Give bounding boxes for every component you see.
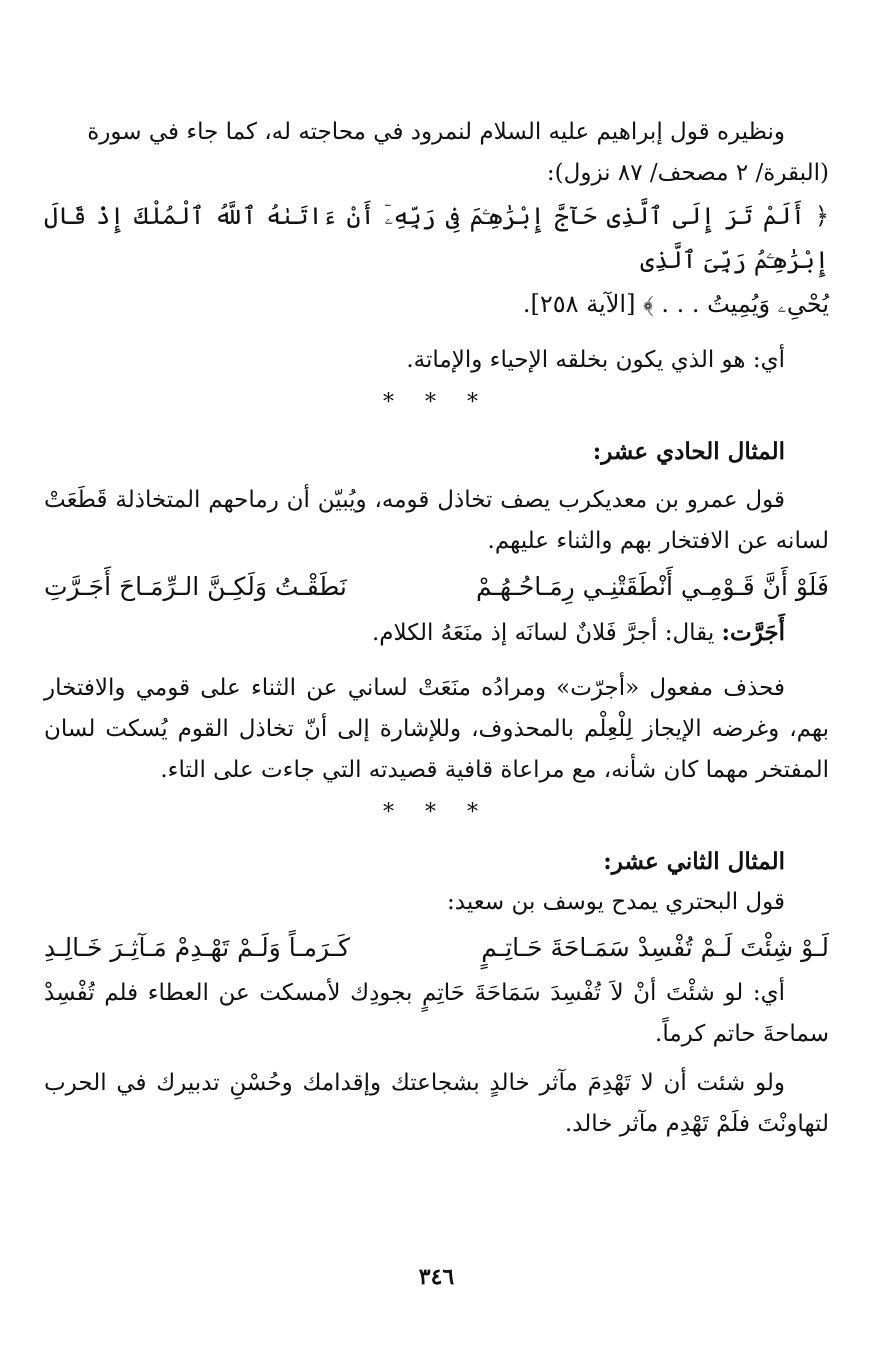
poem-verse-2 — [44, 925, 829, 971]
poem-verse-2-first-hemistich: لَـوْ شِئْتَ لَـمْ تُفْسِدْ سَمَـاحَةَ حَـاتِـمٍ — [481, 933, 829, 962]
explanation-paragraph: أي: هو الذي يكون بخلقه الإحياء والإماتة. — [406, 347, 785, 373]
poem-verse-1-first-hemistich: فَلَوْ أَنَّ قَـوْمِـي أَنْطَقَتْنِـي رِمَـاحُـهُـمْ — [476, 572, 829, 601]
intro-line-1: ونظيره قول إبراهيم عليه السلام لنمرود في محاجته له، كما جاء في سورة — [87, 119, 785, 145]
page-number: ٣٤٦ — [418, 1264, 455, 1290]
gloss-term: أَجَرَّت: — [721, 619, 785, 646]
section-separator: * * * — [383, 390, 490, 415]
poem-verse-1-second-hemistich: نَطَقْـتُ وَلَكِـنَّ الـرِّمَـاحَ أَجَـرَّتِ — [44, 572, 347, 601]
intro-paragraph — [44, 112, 829, 194]
intro-line-2: (البقرة/ ٢ مصحف/ ٨٧ نزول): — [546, 160, 829, 186]
example-12-intro: قول البحتري يمدح يوسف بن سعيد: — [447, 889, 785, 915]
poem-verse-2-second-hemistich: كَـرَمـاً وَلَـمْ تَهْـدِمْ مَـآثِـرَ خَـالِـدِ — [44, 933, 351, 962]
poem-verse-1 — [44, 564, 829, 610]
quran-verse-line-1: ﴿ أَلَمْ تَرَ إِلَى ٱلَّذِى حَآجَّ إِبْرَٰهِـۧمَ فِى رَبِّهِۦٓ أَنْ ءَاتَىٰهُ ٱللَّهُ ٱلْمُلْكَ إِذْ قَالَ إِبْرَٰهِـۧمُ رَبِّىَ ٱلَّذِى — [44, 202, 829, 274]
quran-verse — [44, 194, 829, 326]
gloss-paragraph — [44, 612, 829, 654]
example-12-heading: المثال الثاني عشر: — [603, 848, 785, 875]
analysis-paragraph-3: ولو شئت أن لا تَهْدِمَ مآثر خالدٍ بشجاعتك وإقدامك وحُسْنِ تدبيرك في الحرب لتهاونْتَ فلَمْ تَهْدِم مآثر خالد. — [44, 1070, 829, 1137]
analysis-paragraph-2: أي: لو شئْتَ أنْ لاَ تُفْسِدَ سَمَاحَةَ حَاتِمٍ بجودِك لأمسكت عن العطاء فلم تُفْسِدْ سماحةَ حاتم كرماً. — [44, 980, 829, 1047]
quran-verse-line-2: يُحْىِۦ وَيُمِيتُ . . . ﴾ [الآية ٢٥٨]. — [522, 290, 829, 318]
gloss-text: يقال: أجرَّ فَلانٌ لسانَه إذ منَعَهُ الكلام. — [371, 620, 715, 646]
section-separator-2: * * * — [383, 800, 490, 825]
example-11-heading: المثال الحادي عشر: — [592, 438, 785, 465]
analysis-paragraph-1: فحذف مفعول «أجرّت» ومرادُه منَعَتْ لساني عن الثناء على قومي والافتخار بهم، وغرضه الإيجاز لِلْعِلْم بالمحذوف، وللإشارة إلى أنّ تخاذل القوم يُسكت لسان المفتخر مهما كان شأنه، مع مراعاة قافية قصيدته التي جاءت على التاء. — [44, 675, 829, 783]
example-11-intro: قول عمرو بن معديكرب يصف تخاذل قومه، ويُبيّن أن رماحهم المتخاذلة قَطَعَتْ لسانه عن الافتخار بهم والثناء عليهم. — [44, 487, 829, 554]
